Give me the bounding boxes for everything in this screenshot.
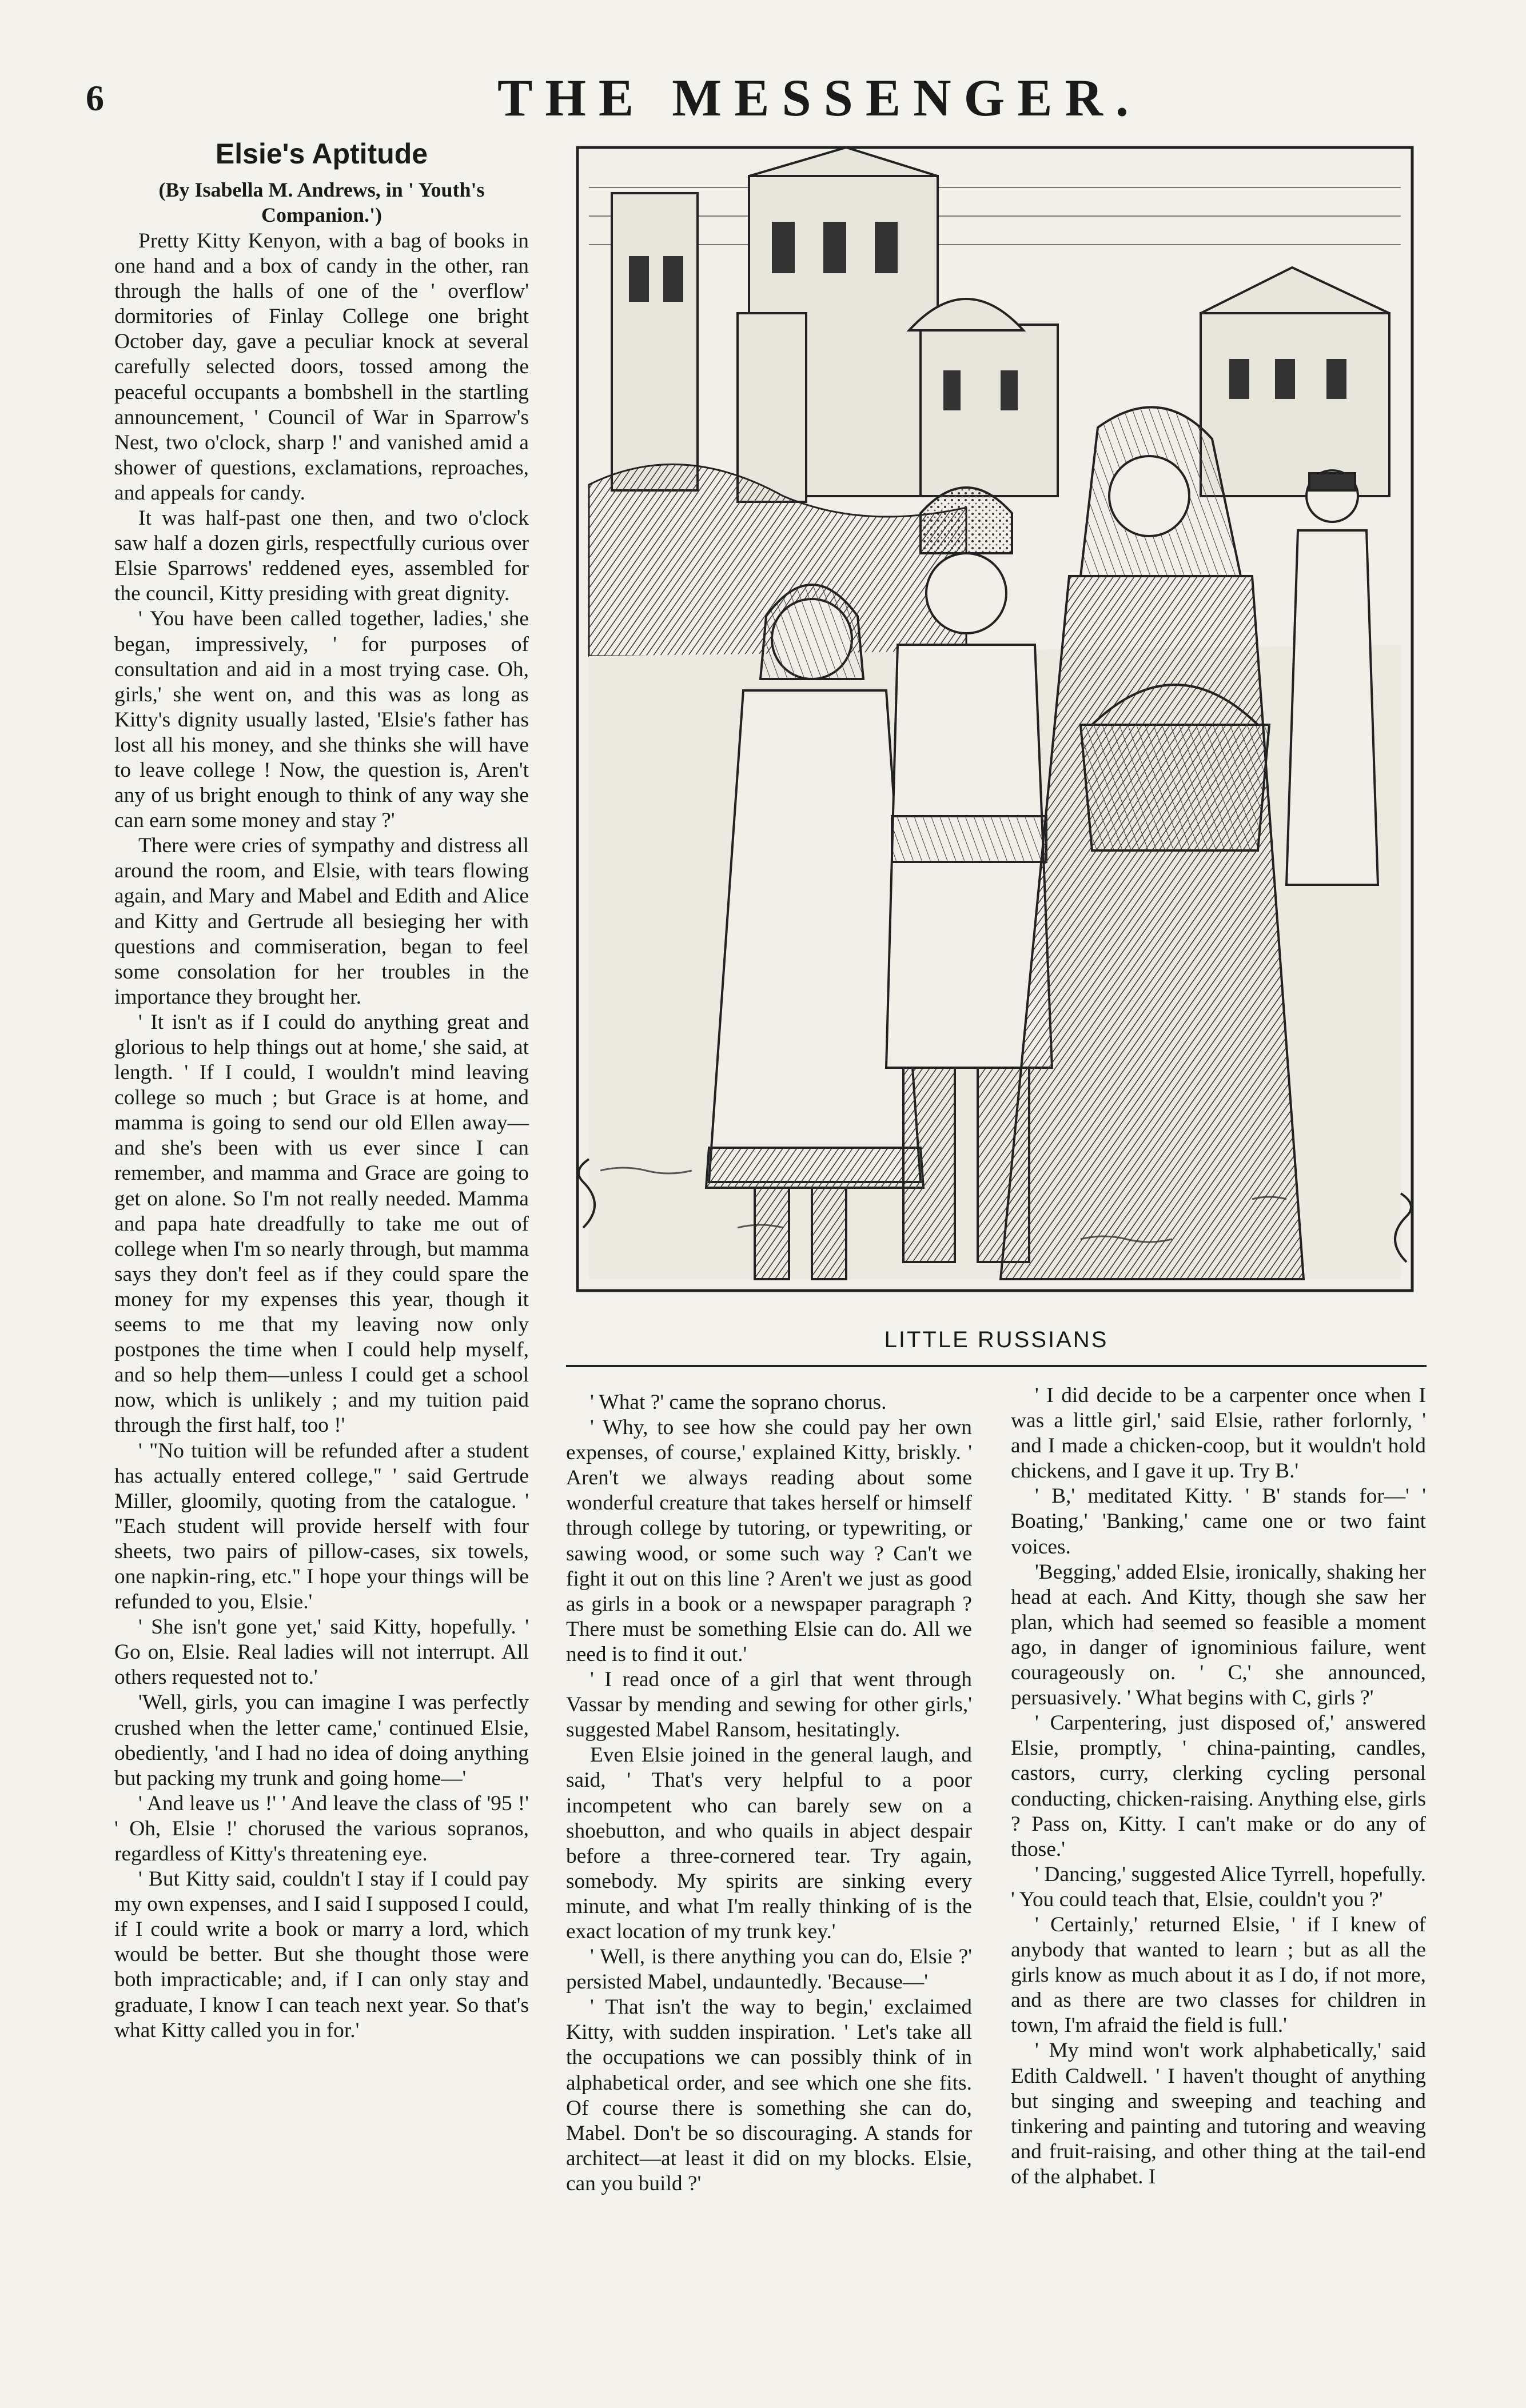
section-rule [566, 1365, 1427, 1367]
paragraph: ' Certainly,' returned Elsie, ' if I knew of anybody that wanted to learn ; but as all the girls know as much about it as I do, if not more, and as there are two classes for children in town, I'm afraid the field is full.' [1011, 1912, 1426, 2038]
byline: (By Isabella M. Andrews, in ' Youth's Companion.') [158, 178, 485, 226]
paragraph: ' Why, to see how she could pay her own expenses, of course,' explained Kitty, briskly. ' Aren't we always reading about some wonderful creature that takes herself or himself through college by tutoring, or typewriting, or sawing wood, or some such way ? Can't we fight it out on this line ? Aren't we just as good as girls in a book or a newspaper paragraph ? There must be something Elsie can do. All we need is to find it out.' [566, 1416, 972, 1666]
paragraph: ' She isn't gone yet,' said Kitty, hopefully. ' Go on, Elsie. Real ladies will not interrupt. All others requested not to.' [114, 1615, 529, 1690]
article-column-1 [114, 229, 529, 2043]
paragraph: ' And leave us !' ' And leave the class of '95 !' ' Oh, Elsie !' chorused the various sopranos, regardless of Kitty's threatening eye. [114, 1791, 529, 1866]
paragraph: ' "No tuition will be refunded after a student has actually entered college," ' said Gertrude Miller, gloomily, quoting from the catalogue. ' "Each student will provide herself with four sheets, two pairs of pillow-cases, six towels, one napkin-ring, etc." I hope your things will be refunded to you, Elsie.' [114, 1439, 529, 1614]
paragraph: ' Well, is there anything you can do, Elsie ?' persisted Mabel, undauntedly. 'Because—' [566, 1945, 972, 1994]
paragraph: ' I read once of a girl that went through Vassar by mending and sewing for other girls,' suggested Mabel Ransom, hesitatingly. [566, 1668, 972, 1742]
illustration-caption: LITTLE RUSSIANS [884, 1327, 1109, 1352]
paragraph: ' It isn't as if I could do anything great and glorious to help things out at home,' she said, at length. ' If I could, I wouldn't mind leaving college so much ; but Grace is at home, and mamma is going to send our old Ellen away—and she's been with us ever since I can remember, and mamma and Grace are going to get on alone. So I'm not really needed. Mamma and papa hate dreadfully to take me out of college when I'm so nearly through, but mamma says they don't feel as if they could spare the money for my expenses this year, though it seems to me that my leaving now only postpones the time when I could help myself, and so help them—unless I could get a school now, which is unlikely ; and my tuition paid through the first half, too !' [114, 1010, 529, 1437]
paragraph: It was half-past one then, and two o'clock saw half a dozen girls, respectfully curious over Elsie Sparrows' reddened eyes, assembled for the council, Kitty presiding with great dignity. [114, 506, 529, 606]
paragraph: ' I did decide to be a carpenter once when I was a little girl,' said Elsie, rather forlornly, ' and I made a chicken-coop, but it wouldn't hold chickens, and I gave it up. Try B.' [1011, 1384, 1426, 1483]
paragraph: There were cries of sympathy and distress all around the room, and Elsie, with tears flowing again, and Mary and Mabel and Edith and Alice and Kitty and Gertrude all besieging her with questions and commiseration, began to feel some consolation for her troubles in the importance they brought her. [114, 834, 529, 1009]
paragraph: Pretty Kitty Kenyon, with a bag of books in one hand and a box of candy in the other, ran through the halls of one of the ' overflow' dormitories of Finlay College one bright October day, gave a peculiar knock at several carefully selected doors, tossed among the peaceful occupants a bombshell in the startling announcement, ' Council of War in Sparrow's Nest, two o'clock, sharp !' and vanished amid a shower of questions, exclamations, reproaches, and appeals for candy. [114, 229, 529, 505]
paragraph: 'Well, girls, you can imagine I was perfectly crushed when the letter came,' continued Elsie, obediently, 'and I had no idea of doing anything but packing my trunk and going home—' [114, 1691, 529, 1790]
paragraph: ' B,' meditated Kitty. ' B' stands for—' ' Boating,' 'Banking,' came one or two faint voices. [1011, 1484, 1426, 1559]
paragraph: ' But Kitty said, couldn't I stay if I could pay my own expenses, and I said I supposed I could, if I could write a book or marry a lord, which would be better. But she thought those were both impracticable; and, if I can only stay and graduate, I know I can teach next year. So that's what Kitty called you in for.' [114, 1867, 529, 2042]
article-column-2 [566, 1390, 972, 2197]
paragraph: 'Begging,' added Elsie, ironically, shaking her head at each. And Kitty, though she saw her plan, which had seemed so feasible a moment ago, in danger of ignominious failure, went courageously on. ' C,' she announced, persuasively. ' What begins with C, girls ?' [1011, 1560, 1426, 1710]
paragraph: ' Dancing,' suggested Alice Tyrrell, hopefully. ' You could teach that, Elsie, couldn't you ?' [1011, 1862, 1426, 1911]
page-number: 6 [86, 78, 104, 118]
illustration-little-russians [566, 142, 1427, 1316]
paragraph: ' Carpentering, just disposed of,' answered Elsie, promptly, ' china-painting, candles, castors, curry, clerking cycling personal conducting, chicken-raising. Anything else, girls ? Pass on, Kitty. I can't make or do any of those.' [1011, 1711, 1426, 1861]
engraving-illustration [566, 142, 1427, 1316]
paragraph: Even Elsie joined in the general laugh, and said, ' That's very helpful to a poor incompetent who can barely sew on a shoebutton, and who quails in abject despair before a three-cornered tear. Try again, somebody. My spirits are sinking every minute, and what I'm really thinking of is the exact location of my trunk key.' [566, 1743, 972, 1943]
paragraph: ' My mind won't work alphabetically,' said Edith Caldwell. ' I haven't thought of anything but singing and sweeping and teaching and tinkering and painting and tutoring and weaving and fruit-raising, and other thing at the tail-end of the alphabet. I [1011, 2039, 1426, 2189]
article-column-3 [1011, 1383, 1426, 2190]
masthead: THE MESSENGER. [497, 69, 1141, 127]
story-title: Elsie's Aptitude [215, 138, 428, 170]
paragraph: ' That isn't the way to begin,' exclaimed Kitty, with sudden inspiration. ' Let's take all the occupations we can possibly think of in alphabetical order, and see which one she fits. Of course there is something she can do, Mabel. Don't be so discouraging. A stands for architect—at least it did on my blocks. Elsie, can you build ?' [566, 1995, 972, 2195]
paragraph: ' What ?' came the soprano chorus. [590, 1391, 887, 1414]
paragraph: ' You have been called together, ladies,' she began, impressively, ' for purposes of consultation and aid in a most trying case. Oh, girls,' she went on, and this was as long as Kitty's dignity usually lasted, 'Elsie's father has lost all his money, and she thinks she will have to leave college ! Now, the question is, Aren't any of us bright enough to think of any way she can earn some money and stay ?' [114, 607, 529, 833]
